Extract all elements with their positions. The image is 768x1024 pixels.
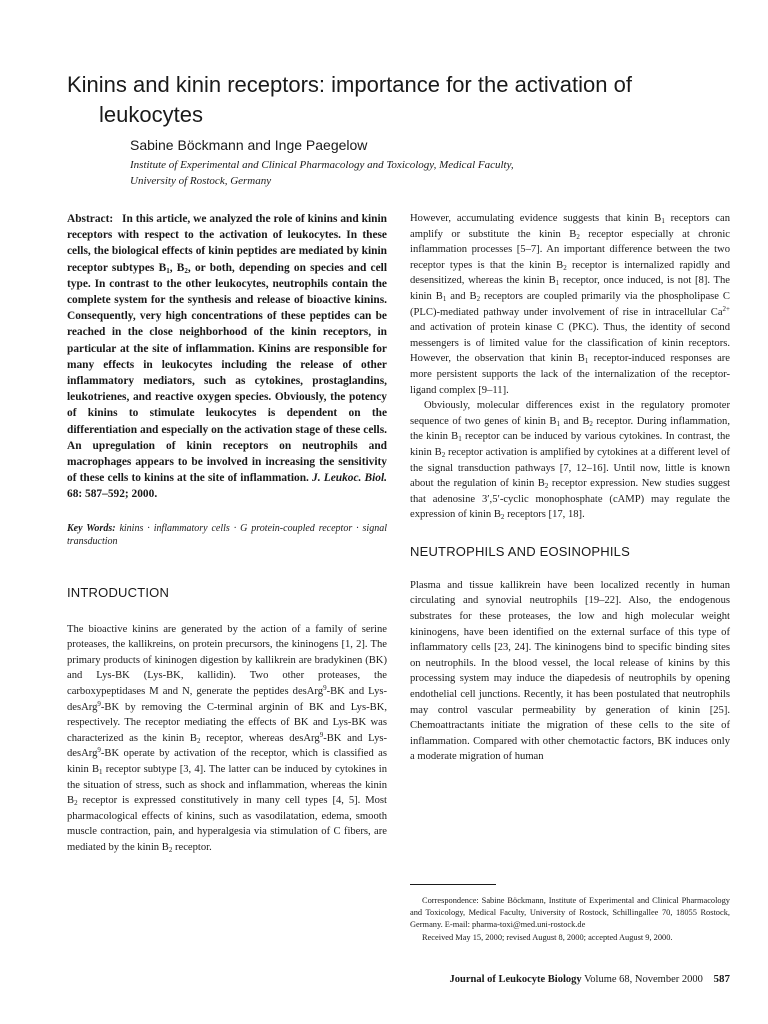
- intro-text-i: receptor.: [172, 841, 212, 853]
- intro-sub-6: 2: [168, 845, 173, 854]
- intro-sub-5: 2: [74, 799, 78, 808]
- r-sub: 2: [441, 450, 446, 459]
- abstract-sub-1: 1: [166, 266, 170, 275]
- intro-sup-3: 9: [319, 730, 324, 739]
- r-text: receptor is internalized rapidly and desensitized, whereas the kinin B: [410, 259, 730, 287]
- r-sub: 1: [442, 294, 447, 303]
- page-footer: [430, 973, 730, 985]
- intro-text-h: receptor is expressed constitutively in many cell types [4, 5]. Most pharmacological effects of kinins, such as vasodilatation, edema, smooth muscle contraction, pain, and hyperalgesia via stimulation of C fibers, are mediated by the kinin B: [67, 795, 387, 853]
- r-sub: 1: [458, 435, 462, 444]
- r-text: receptor especially at chronic inflammation processes [5–7]. An important difference between the two receptor types is that the kinin B: [410, 228, 730, 271]
- r-sub: 2: [476, 294, 481, 303]
- footer-journal: Journal of Leukocyte Biology: [449, 974, 582, 985]
- r-sub: 2: [500, 513, 505, 522]
- abstract-text-1: Abstract: In this article, we analyzed the role of kinins and kinin receptors with respect to the activation of leukocytes. In these cells, the biological effects of kinin peptides are mediated by kinin receptor subtypes B: [67, 213, 387, 274]
- intro-text-e: -BK and Lys-desArg: [67, 732, 388, 760]
- intro-text-a: The bioactive kinins are generated by the action of a family of serine proteases, the kallikreins, on protein precursors, the kininogens [1, 2]. The primary products of kininogen digestion by kallikrein are bradykinen (BK) and Lys-BK (Lys-BK, kallidin). Two other proteases, the carboxypeptidases M and N, generate the peptides desArg: [67, 623, 387, 698]
- author-list: Sabine Böckmann and Inge Paegelow: [130, 137, 368, 153]
- left-column: [67, 211, 387, 856]
- intro-sub-3: 2: [196, 736, 201, 745]
- r-text: receptor can be induced by various cytokines. In contrast, the kinin B: [410, 431, 730, 458]
- r-text: However, accumulating evidence suggests that kinin B: [410, 213, 662, 224]
- title-line-2: leukocytes: [99, 102, 203, 127]
- r-text: receptors are coupled primarily via the phospholipase C (PLC)-mediated pathway under involvement of rise in intracellular Ca: [410, 290, 730, 318]
- r-text: receptor expression. New studies suggest that adenosine 3′,5′-cyclic monophosphate (cAMP) may regulate the expression of kinin B: [410, 478, 731, 521]
- intro-text-b: -BK and Lys-desArg: [67, 686, 388, 713]
- intro-sup-2: 9: [97, 699, 101, 708]
- page-number: 587: [713, 973, 730, 985]
- r-text: receptor. During inflammation, the kinin B: [410, 415, 730, 443]
- r-text: receptor-induced responses are more persistent supports the lack of the internalization of the receptor-ligand complex [9–11].: [410, 353, 731, 396]
- r-sub: 2: [544, 482, 549, 491]
- abstract-text-2: , B: [169, 261, 185, 274]
- introduction-body: [67, 622, 387, 856]
- r-sub: 2: [589, 419, 593, 428]
- r-text: receptors can amplify or substitute the kinin B: [410, 213, 730, 240]
- footer-volume: Volume 68, November 2000: [584, 974, 703, 985]
- right-body-continued: [410, 211, 730, 523]
- title-line-1: Kinins and kinin receptors: importance for the activation of: [67, 72, 632, 97]
- keywords-label: Key Words:: [67, 522, 116, 534]
- abstract-citation-details: 68: 587–592; 2000.: [67, 488, 158, 501]
- r-text: and activation of protein kinase C (PKC). Thus, the identity of second messengers is of limited value for the classification of kinin receptors. However, the observation that kinin B: [410, 322, 730, 365]
- intro-sup-4: 9: [97, 746, 101, 755]
- affiliation-line-2: University of Rostock, Germany: [130, 175, 272, 187]
- affiliation: [130, 157, 650, 189]
- intro-text-d: receptor, whereas desArg: [200, 732, 320, 744]
- r-text: receptors [17, 18].: [504, 509, 585, 521]
- abstract: [67, 211, 387, 503]
- r-sup: 2+: [722, 304, 730, 313]
- footnote-divider: [410, 884, 496, 885]
- article-title: [67, 70, 727, 130]
- intro-text-g: receptor subtype [3, 4]. The latter can be induced by cytokines in the situation of stress, such as shock and inflammation, whereas the kinin B: [67, 764, 387, 807]
- r-text: and B: [446, 290, 477, 302]
- neutrophils-body: [410, 578, 730, 765]
- right-column: [410, 211, 730, 765]
- intro-sup-1: 9: [323, 684, 327, 693]
- received-dates: Received May 15, 2000; revised August 8, 2000; accepted August 9, 2000.: [422, 932, 673, 942]
- r-sub: 2: [576, 232, 580, 241]
- paragraph-receptor-differences: [410, 211, 730, 398]
- footnote: [410, 895, 730, 944]
- r-text: receptor activation is amplified by cytokines at a different level of the signal transduction pathways [7, 12–16]. Until now, little is known about the regulation of kinin B: [410, 446, 730, 490]
- keywords: [67, 522, 387, 548]
- r-sub: 1: [555, 279, 560, 288]
- r-text: Obviously, molecular differences exist in the regulatory promoter sequence of two genes of kinin B: [410, 400, 730, 427]
- affiliation-line-1: Institute of Experimental and Clinical Pharmacology and Toxicology, Medical Faculty,: [130, 159, 514, 171]
- r-sub: 1: [661, 217, 665, 225]
- correspondence-note: Correspondence: Sabine Böckmann, Institute of Experimental and Clinical Pharmacology and Toxicology, Medical Faculty, University of Rostock, Schillingallee 70, 18055 Rostock, Germany. E-mail: pharma-toxi@med.uni-rostock.de: [410, 896, 730, 930]
- paragraph-kallikrein: Plasma and tissue kallikrein have been localized recently in human circulating and synovial neutrophils [19–22]. Also, the endogenous substrates for these proteases, the low and high molecular weight kininogens, have been identified on the external surface of this type of inflammatory cells [23, 24]. The kininogens bind to specific binding sites on neutrophils. In the blood vessel, the local release of kinins by this processing system may induce the diapedesis of neutrophils by opening endothelial cell junctions. Recently, it has been postulated that neutrophils may control vascular permeability by generation of kinin [25]. Chemoattractants initiate the migration of these cells to the site of inflammation. Compared with other chemotactic factors, BK induces only a moderate migration of human: [410, 579, 730, 763]
- introduction-heading: INTRODUCTION: [67, 584, 170, 600]
- r-sub: 2: [563, 263, 567, 272]
- r-sub: 1: [584, 357, 589, 366]
- r-text: and B: [559, 415, 590, 427]
- r-sub: 1: [556, 419, 560, 428]
- intro-sub-4: 1: [99, 768, 103, 776]
- abstract-citation-journal: J. Leukoc. Biol.: [312, 472, 387, 485]
- intro-text-c: -BK by removing the C-terminal arginin of BK and Lys-BK, respectively. The receptor mediating the effects of BK and Lys-BK was characterized as the kinin B: [67, 701, 387, 744]
- keywords-text: kinins · inflammatory cells · G protein-coupled receptor · signal transduction: [67, 522, 387, 547]
- paragraph-molecular-differences: [410, 398, 730, 523]
- abstract-text-3: , or both, depending on species and cell type. In contrast to the other leukocytes, neutrophils contain the complete system for the synthesis and release of bioactive kinins. Consequently, very high concentrations of these peptides can be reached in the close neighborhood of the kinin receptors, in particular at the site of inflammation. Kinins are responsible for many effects in leukocytes including the release of other inflammatory mediators, such as cytokines, prostaglandins, leukotrienes, and reactive oxygen species. Obviously, the potency of kinins to stimulate leukocytes is dependent on the differentiation and especially on the activation stage of these cells. An upregulation of kinin receptors on neutrophils and macrophages appears to be involved in increasing the sensitivity of these cells to kinins at the site of inflammation.: [67, 261, 387, 485]
- abstract-sub-2: 2: [184, 266, 188, 275]
- neutrophils-heading: NEUTROPHILS AND EOSINOPHILS: [410, 543, 630, 559]
- intro-text-f: -BK operate by activation of the receptor, which is classified as kinin B: [67, 748, 387, 775]
- r-text: receptor, once induced, is not [8]. The kinin B: [410, 275, 730, 302]
